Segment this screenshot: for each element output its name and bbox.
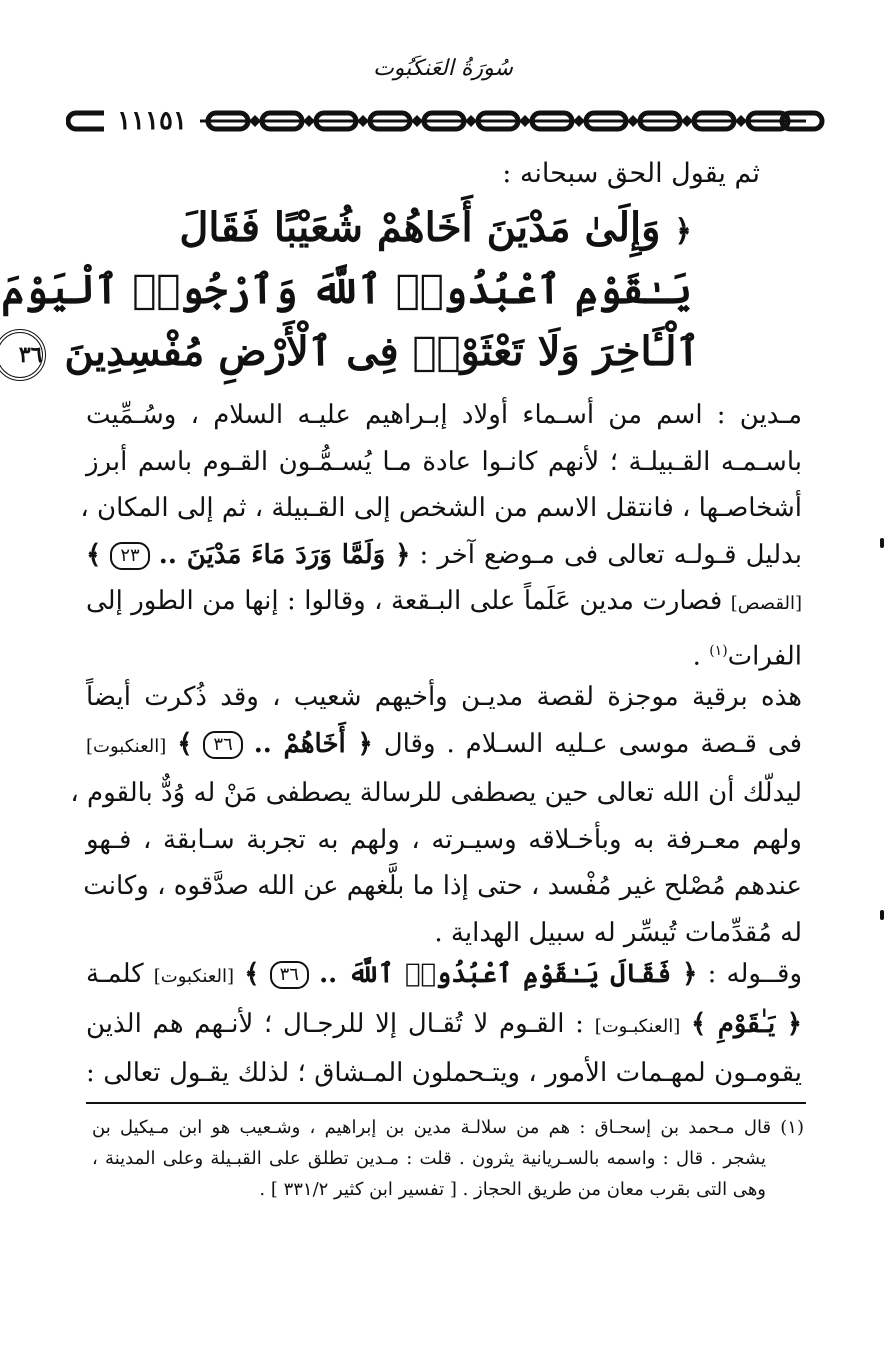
text-line bbox=[86, 578, 802, 628]
verse-line-1 bbox=[179, 198, 692, 262]
quran-quote: ﴿ أَخَاهُمْ .. bbox=[253, 728, 373, 759]
text-segment: الفرات bbox=[727, 641, 802, 672]
verse-open-bracket-icon: ﴿ bbox=[674, 214, 692, 249]
footnote-marker: (١) bbox=[709, 642, 728, 659]
text-segment: كلمـة bbox=[86, 959, 144, 989]
text-line: هذه برقية موجزة لقصة مديـن وأخيهم شعيب ، وقد ذُكرت أيضاً bbox=[86, 682, 802, 712]
quran-quote: ﴿ وَلَمَّا وَرَدَ مَاءَ مَدْيَنَ .. bbox=[158, 539, 411, 570]
surah-reference: [العنكبوت] bbox=[86, 735, 167, 757]
margin-mark bbox=[880, 910, 884, 920]
text-segment: بدليل قـولـه تعالى فى مـوضع آخر : bbox=[419, 539, 803, 570]
footnote-line: يشجر . قال : واسمه بالسـريانية يثرون . قلت : مـدين تطلق على القبـيلة وعلى المدينة ، bbox=[92, 1148, 766, 1169]
text-line: أشخاصـها ، فانتقل الاسم من الشخص إلى القـبيلة ، ثم إلى المكان ، bbox=[80, 493, 802, 523]
text-line bbox=[86, 721, 802, 771]
surah-reference: [العنكبوت] bbox=[153, 966, 235, 987]
ayah-number-box: ٣٦ bbox=[203, 731, 242, 759]
verse-line-3-text: ٱلْـَٔاخِرَ وَلَا تَعْثَوْا۟ فِى ٱلْأَرْضِ مُفْسِدِينَ bbox=[64, 328, 700, 375]
text-line: عندهم مُصْلح غير مُفْسد ، حتى إذا ما بلَّغهم عن الله صدَّقوه ، وكانت bbox=[83, 871, 802, 901]
margin-mark bbox=[880, 538, 884, 548]
text-line: باسـمـه القـبيلـة ؛ لأنهم كانـوا عادة مـا يُسـمُّـون القـوم باسم أبرز bbox=[86, 446, 802, 477]
ayah-number-box: ٣٦ bbox=[270, 961, 309, 989]
verse-line-3 bbox=[18, 322, 700, 386]
text-line: ليدلّك أن الله تعالى حين يصطفى للرسالة يصطفى مَنْ له وُدٌّ بالقوم ، bbox=[70, 778, 802, 808]
surah-reference: [القصص] bbox=[730, 593, 802, 614]
page-number: ١١١٥١ bbox=[104, 104, 200, 138]
intro-line: ثم يقول الحق سبحانه : bbox=[502, 158, 760, 189]
text-segment: وقــوله : bbox=[707, 959, 803, 989]
quote-close-bracket: ﴾ bbox=[86, 539, 102, 570]
text-segment: . bbox=[692, 641, 701, 672]
text-line bbox=[86, 532, 802, 579]
ayah-number-marker: ٣٦ bbox=[0, 329, 46, 381]
ayah-number-box: ٢٣ bbox=[110, 542, 149, 570]
text-line bbox=[86, 628, 802, 680]
text-segment: فى قـصة موسى عـليه السـلام . وقال bbox=[383, 728, 802, 759]
text-line bbox=[86, 951, 802, 1001]
footnote-divider bbox=[86, 1102, 806, 1104]
paragraph-ya-qawm bbox=[86, 951, 802, 1097]
verse-line-2-text: يَـٰقَوْمِ ٱعْبُدُوا۟ ٱللَّهَ وَٱرْجُوا۟ ٱلْيَوْمَ bbox=[1, 266, 692, 313]
surah-title: سُورَةُ العَنكَبُوت bbox=[373, 56, 513, 81]
paragraph-madyan bbox=[80, 392, 803, 680]
quran-quote: ﴿ فَقَالَ يَـٰقَوْمِ ٱعْبُدُوا۟ ٱللَّهَ .. bbox=[319, 959, 698, 989]
text-line: له مُقدِّمات تُيسِّر له سبيل الهداية . bbox=[434, 917, 802, 948]
paragraph-shuayb bbox=[70, 674, 802, 956]
text-line: مـدين : اسم من أسـماء أولاد إبـراهيم عليـه السلام ، وسُـمِّيت bbox=[86, 400, 802, 430]
quran-quote: ﴿ يَـٰقَوْمِ ﴾ bbox=[690, 1008, 803, 1039]
text-line bbox=[86, 1001, 802, 1051]
footnote bbox=[92, 1112, 804, 1205]
text-segment: : القـوم لا تُقـال إلا للرجـال ؛ لأنـهم هم الذين bbox=[86, 1008, 584, 1039]
quote-close-bracket: ﴾ bbox=[177, 728, 193, 759]
footnote-line: (١) قال مـحمد بن إسحـاق : هم من سلالـة مدين بن إبراهيم ، وشـعيب هو ابن مـيكيل بن bbox=[92, 1117, 804, 1138]
text-line: يقومـون لمهـمات الأمور ، ويتـحملون المـشاق ؛ لذلك يقـول تعالى : bbox=[86, 1058, 802, 1088]
footnote-line: وهى التى بقرب معان من طريق الحجاز . [ تفسير ابن كثير ٣٣١/٢ ] . bbox=[259, 1179, 766, 1200]
verse-line-1-text: وَإِلَىٰ مَدْيَنَ أَخَاهُمْ شُعَيْبًا فَقَالَ bbox=[179, 204, 661, 251]
text-line: ولهم معـرفة به وبأخـلاقه وسيـرته ، ولهم به تجربة سـابقة ، فـهو bbox=[86, 824, 802, 855]
verse-line-2 bbox=[1, 260, 692, 320]
text-segment: فصارت مدين عَلَماً على البـقعة ، وقالوا : إنها من الطور إلى bbox=[86, 586, 723, 616]
quote-close-bracket: ﴾ bbox=[244, 959, 260, 989]
surah-reference: [العنكبـوت] bbox=[594, 1015, 681, 1037]
